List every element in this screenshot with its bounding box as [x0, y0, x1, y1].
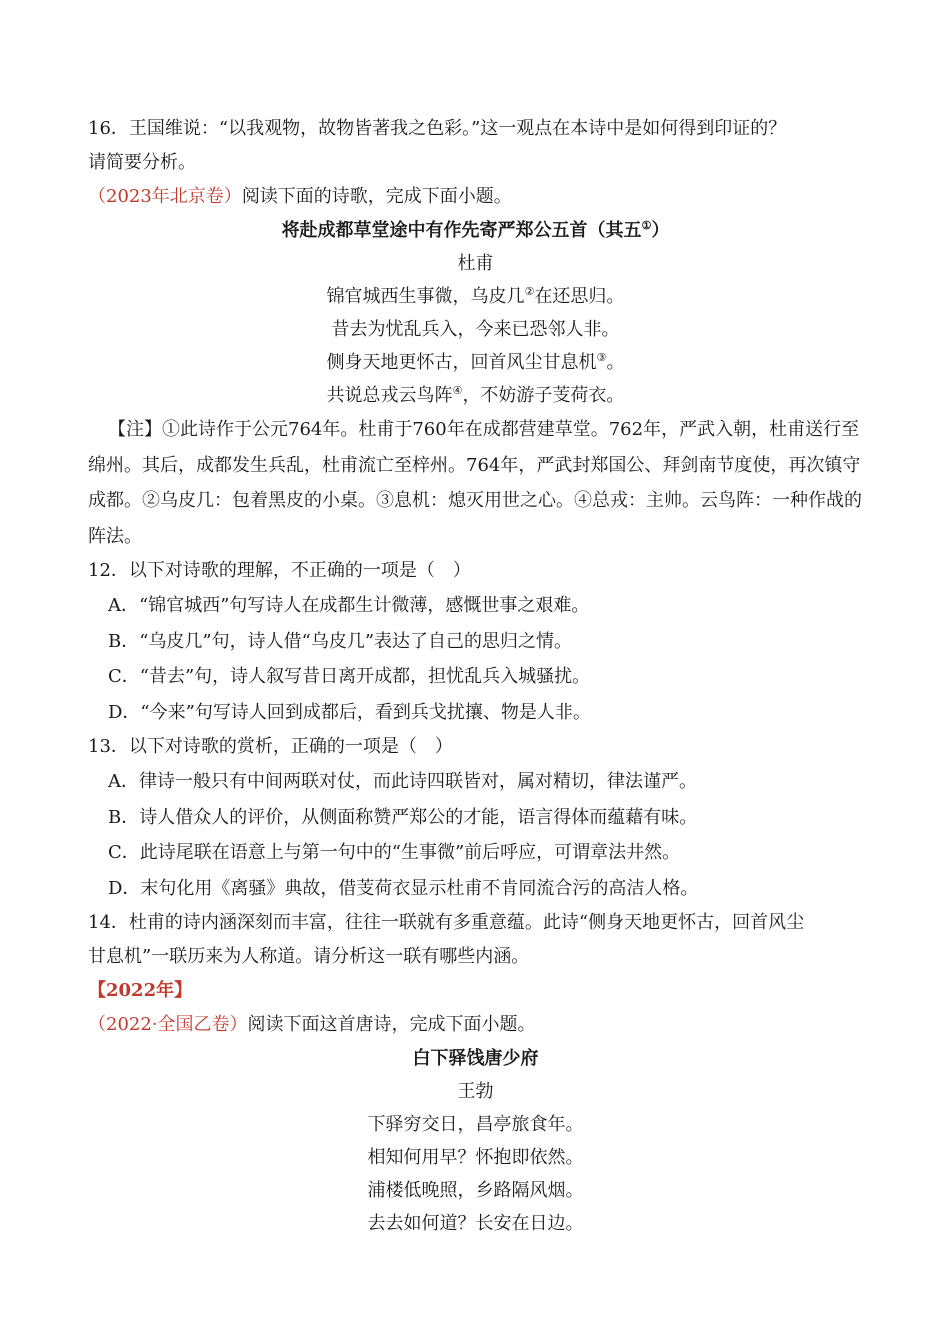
poem-line: [88, 346, 863, 379]
poem-line-text: 共说总戎云鸟阵: [326, 385, 453, 406]
q14-line-1: 14．杜甫的诗内涵深刻而丰富，往往一联就有多重意蕴。此诗“侧身天地更怀古，回首风尘: [88, 912, 805, 933]
poem-line-text: ，不妨游子芰荷衣。: [462, 385, 625, 406]
year-heading-2022: 【2022年】: [88, 980, 193, 1001]
q16-line-1: 16．王国维说：“以我观物，故物皆著我之色彩。”这一观点在本诗中是如何得到印证的？: [88, 118, 787, 139]
poem-title-2023: [88, 214, 863, 247]
instruction-2023: 阅读下面的诗歌，完成下面小题。: [241, 186, 512, 207]
source-2022: （2022·全国乙卷）: [88, 1014, 248, 1035]
poem-author-2023: 杜甫: [457, 253, 494, 274]
q12-option-b: B．“乌皮几”句，诗人借“乌皮几”表达了自己的思归之情。: [108, 630, 573, 652]
poem-title-2022: 白下驿饯唐少府: [412, 1048, 539, 1069]
instruction-2022: 阅读下面这首唐诗，完成下面小题。: [247, 1014, 536, 1035]
poem-line-text: 锦官城西生事微，乌皮几: [326, 286, 525, 307]
poem-line-text: 侧身天地更怀古，回首风尘甘息机: [326, 352, 597, 373]
poem-line: 去去如何道？长安在日边。: [367, 1213, 584, 1234]
q14-line-2: 甘息机”一联历来为人称道。请分析这一联有哪些内涵。: [88, 946, 530, 967]
poem-line-text: 昔去为忧乱兵入，今来已恐邻人非。: [331, 319, 620, 340]
poem-author-2022: 王勃: [457, 1081, 494, 1102]
poem-line: 浦楼低晚照，乡路隔风烟。: [367, 1180, 584, 1201]
question-13: [88, 730, 863, 906]
question-14: [88, 906, 863, 974]
note-mark: ②: [524, 285, 535, 298]
poem-title-text: 将赴成都草堂途中有作先寄严郑公五首（其五: [281, 220, 642, 241]
source-2023: （2023年北京卷）: [88, 186, 242, 207]
document-page: [88, 112, 863, 1240]
section-2023-intro: [88, 180, 863, 214]
q16-line-2: 请简要分析。: [88, 152, 196, 173]
q13-option-c: C．此诗尾联在语意上与第一句中的“生事微”前后呼应，可谓章法井然。: [108, 842, 681, 863]
question-12: [88, 554, 863, 730]
q13-option-b: B．诗人借众人的评价，从侧面称赞严郑公的才能，语言得体而蕴藉有味。: [108, 806, 698, 828]
q13-stem: 13．以下对诗歌的赏析，正确的一项是（ ）: [88, 736, 453, 757]
q12-option-a: A．“锦官城西”句写诗人在成都生计微薄，感慨世事之艰难。: [108, 595, 590, 616]
q12-option-c: C．“昔去”句，诗人叙写昔日离开成都，担忧乱兵入城骚扰。: [108, 666, 591, 687]
q12-stem: 12．以下对诗歌的理解，不正确的一项是（ ）: [88, 560, 471, 581]
poem-line: [88, 379, 863, 412]
poem-line: [88, 313, 863, 346]
poem-line-text: 。: [606, 352, 625, 373]
poem-line: 相知何用早？怀抱即依然。: [367, 1147, 584, 1168]
q12-option-d: D．“今来”句写诗人回到成都后，看到兵戈扰攘、物是人非。: [108, 701, 591, 723]
section-2022-intro: [88, 1008, 863, 1042]
note-mark: ④: [452, 384, 463, 397]
poem-title-end: ）: [651, 220, 670, 241]
poem-line: [88, 280, 863, 313]
poem-title-note-mark: ①: [641, 219, 652, 232]
q13-option-a: A．律诗一般只有中间两联对仗，而此诗四联皆对，属对精切，律法谨严。: [108, 771, 697, 792]
poem-note: 【注】①此诗作于公元764年。杜甫于760年在成都营建草堂。762年，严武入朝，杜甫送行至绵州。其后，成都发生兵乱，杜甫流亡至梓州。764年，严武封郑国公、拜剑南节度使，再次镇守成都。②乌皮几：包着黑皮的小桌。③息机：熄灭用世之心。④总戎：主帅。云鸟阵：一种作战的阵法。: [88, 419, 862, 547]
note-mark: ③: [596, 351, 607, 364]
question-16: [88, 112, 863, 180]
q13-option-d: D．末句化用《离骚》典故，借芰荷衣显示杜甫不肯同流合污的高洁人格。: [108, 877, 699, 899]
poem-line: 下驿穷交日，昌亭旅食年。: [367, 1114, 584, 1135]
poem-line-text: 在还思归。: [534, 286, 625, 307]
